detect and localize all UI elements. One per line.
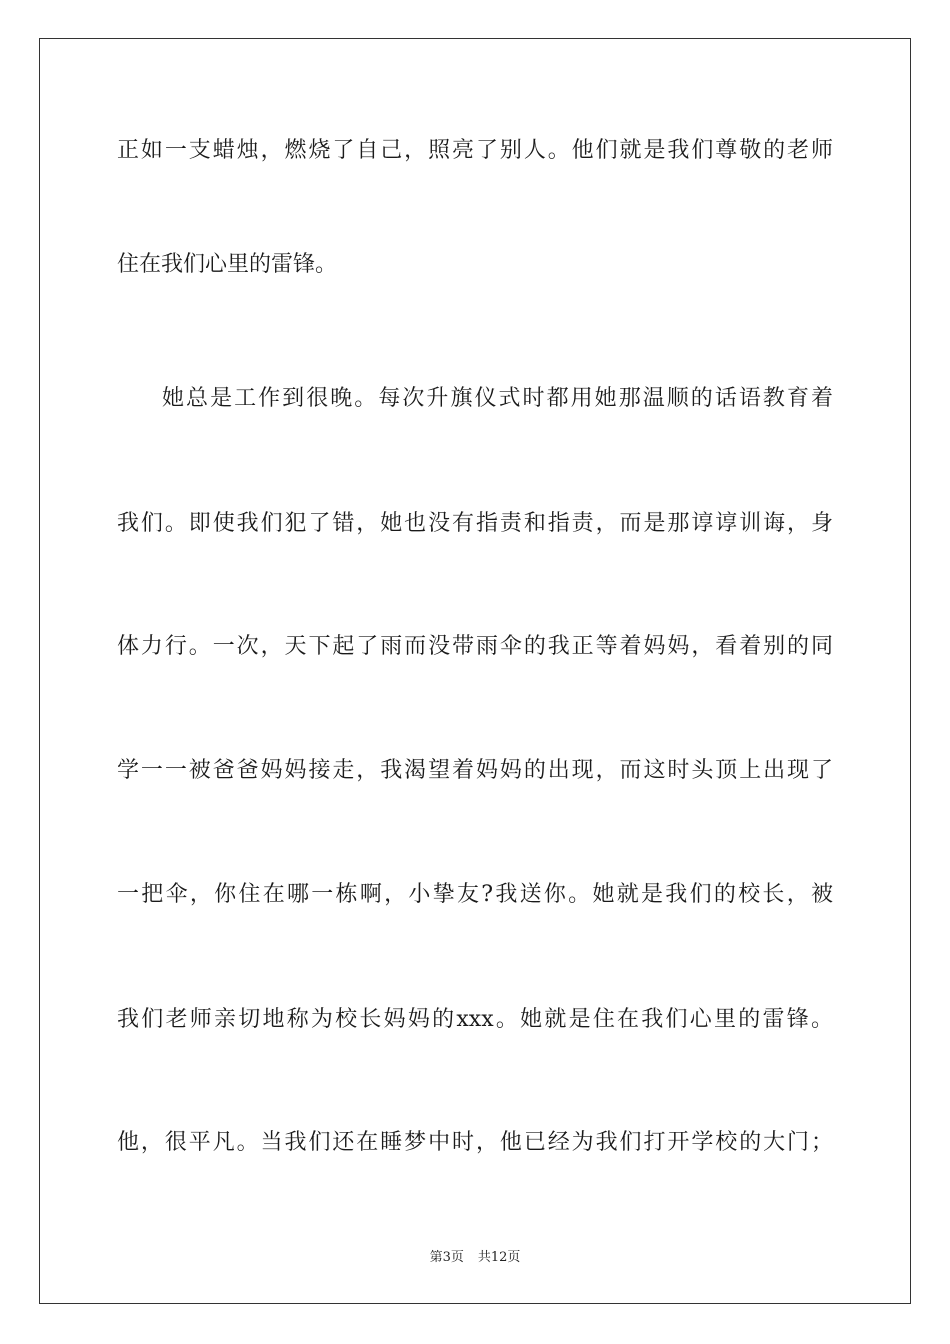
page-total: 共12页 — [477, 1250, 521, 1265]
text-line-3: 她总是工作到很晚。每次升旗仪式时都用她那温顺的话语教育着 — [162, 386, 833, 411]
text-line-2: 住在我们心里的雷锋。 — [117, 252, 338, 277]
text-line-6: 学一一被爸爸妈妈接走，我渴望着妈妈的出现，而这时头顶上出现了 — [117, 758, 833, 783]
text-line-8: 我们老师亲切地称为校长妈妈的xxx。她就是住在我们心里的雷锋。 — [117, 1007, 833, 1032]
text-line-4: 我们。即使我们犯了错，她也没有指责和指责，而是那谆谆训诲，身 — [117, 511, 833, 536]
page-number: 第3页 — [429, 1250, 464, 1265]
text-line-9: 他，很平凡。当我们还在睡梦中时，他已经为我们打开学校的大门； — [117, 1130, 833, 1155]
text-line-7: 一把伞，你住在哪一栋啊，小挚友?我送你。她就是我们的校长，被 — [117, 882, 833, 907]
text-line-1: 正如一支蜡烛，燃烧了自己，照亮了别人。他们就是我们尊敬的老师 — [117, 138, 833, 163]
page-footer — [0, 1246, 950, 1265]
text-line-5: 体力行。一次，天下起了雨而没带雨伞的我正等着妈妈，看着别的同 — [117, 634, 833, 659]
page-border — [39, 38, 911, 1304]
